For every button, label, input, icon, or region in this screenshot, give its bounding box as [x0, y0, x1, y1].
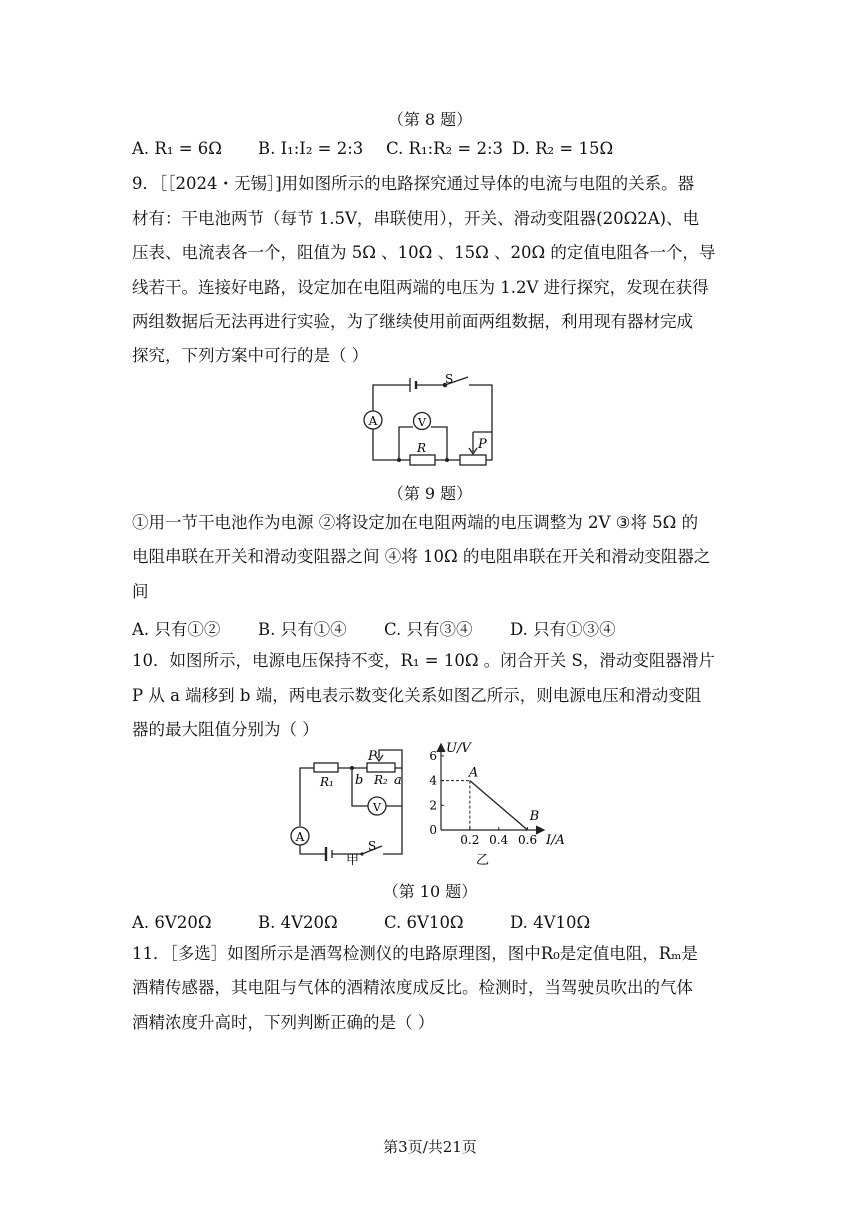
q11-text-line: 酒精传感器，其电阻与气体的酒精浓度成反比。检测时，当驾驶员吹出的气体 — [132, 978, 693, 997]
a-terminal-label: a — [394, 773, 402, 788]
x-tick-label: 0.6 — [518, 833, 538, 847]
q9-plan-line: 间 — [132, 582, 149, 601]
q11-text-line: 11．［多选］如图所示是酒驾检测仪的电路原理图，图中R₀是定值电阻，Rₘ是 — [132, 944, 698, 963]
q10-text-line: 10．如图所示，电源电压保持不变，R₁ = 10Ω 。闭合开关 S，滑动变阻器滑片 — [132, 651, 715, 670]
q10-text-line: 器的最大阻值分别为（ ） — [132, 720, 319, 739]
q11-text-line: 酒精浓度升高时，下列判断正确的是（ ） — [132, 1013, 435, 1032]
y-tick-label: 6 — [429, 748, 437, 763]
q9-text-line: 材有：干电池两节（每节 1.5V，串联使用），开关、滑动变阻器(20Ω2A)、电 — [132, 209, 700, 228]
q9-option-a: A. 只有①② — [132, 620, 221, 639]
resistor-label: R — [417, 441, 427, 455]
x-tick-label: 0.4 — [489, 833, 509, 847]
q8-option-a: A. R₁ = 6Ω — [132, 139, 222, 158]
x-tick-label: 0.2 — [460, 833, 480, 847]
q10-options — [132, 913, 590, 932]
point-a-label: A — [468, 765, 479, 781]
page-footer: 第3页/共21页 — [383, 1138, 477, 1156]
r1-label: R₁ — [320, 775, 334, 789]
q10-text-line: P 从 a 端移到 b 端，两电表示数变化关系如图乙所示，则电源电压和滑动变阻 — [132, 686, 702, 705]
q9-text-line: 探究，下列方案中可行的是（ ） — [132, 346, 369, 365]
q9-text-line: 两组数据后无法再进行实验，为了继续使用前面两组数据，利用现有器材完成 — [132, 312, 693, 331]
figure-caption-q8: （第 8 题） — [387, 110, 473, 129]
q10-option-b: B. 4V20Ω — [258, 913, 338, 932]
r2-label: R₂ — [374, 773, 388, 787]
graph-yi-label: 乙 — [476, 853, 490, 868]
q9-options — [132, 616, 616, 640]
q9-circuit-diagram — [355, 372, 505, 467]
q10-option-a: A. 6V20Ω — [132, 913, 212, 932]
q8-option-d: D. R₂ = 15Ω — [512, 139, 614, 158]
y-axis-label: U/V — [446, 741, 471, 756]
q9-option-b: B. 只有①④ — [258, 620, 347, 639]
q9-plan-line: 电阻串联在开关和滑动变阻器之间 ④将 10Ω 的电阻串联在开关和滑动变阻器之 — [132, 547, 711, 566]
q10-voltmeter-label: V — [373, 801, 381, 814]
y-tick-label: 0 — [429, 823, 437, 837]
q9-text-line: 9．［［2024・无锡］]用如图所示的电路探究通过导体的电流与电阻的关系。器 — [132, 174, 695, 193]
switch-label: S — [445, 372, 454, 386]
voltmeter-label: V — [418, 416, 426, 429]
slider-label: P — [478, 437, 487, 452]
q10-circuit-diagram — [282, 746, 412, 866]
q10-ui-graph — [420, 740, 580, 870]
q10-slider-label: P — [368, 749, 377, 764]
q10-option-c: C. 6V10Ω — [384, 913, 464, 932]
q8-option-b: B. I₁:I₂ = 2:3 — [258, 139, 364, 158]
q8-option-c: C. R₁:R₂ = 2:3 — [386, 139, 504, 158]
q9-plan-line: ①用一节干电池作为电源 ②将设定加在电阻两端的电压调整为 2V ③将 5Ω 的 — [132, 513, 699, 532]
q10-option-d: D. 4V10Ω — [510, 913, 591, 932]
circuit-jia-label: 甲 — [346, 853, 360, 866]
data-line-ab — [470, 781, 528, 830]
ammeter-label: A — [368, 414, 378, 428]
q9-option-c: C. 只有③④ — [384, 620, 473, 639]
q9-text-line: 线若干。连接好电路，设定加在电阻两端的电压为 1.2V 进行探究，发现在获得 — [132, 278, 709, 297]
q9-text-line: 压表、电流表各一个，阻值为 5Ω 、10Ω 、15Ω 、20Ω 的定值电阻各一个，导 — [132, 243, 716, 262]
figure-caption-q9: （第 9 题） — [387, 484, 473, 503]
q8-options — [132, 139, 613, 158]
x-axis-label: I/A — [546, 833, 565, 848]
q10-ammeter-label: A — [295, 830, 305, 844]
point-b-label: B — [529, 809, 540, 824]
b-terminal-label: b — [355, 773, 364, 788]
y-tick-label: 4 — [429, 773, 437, 788]
q9-option-d: D. 只有①③④ — [510, 620, 616, 639]
y-tick-label: 2 — [429, 798, 437, 813]
figure-caption-q10: （第 10 题） — [382, 882, 478, 901]
q10-switch-label: S — [368, 839, 377, 853]
